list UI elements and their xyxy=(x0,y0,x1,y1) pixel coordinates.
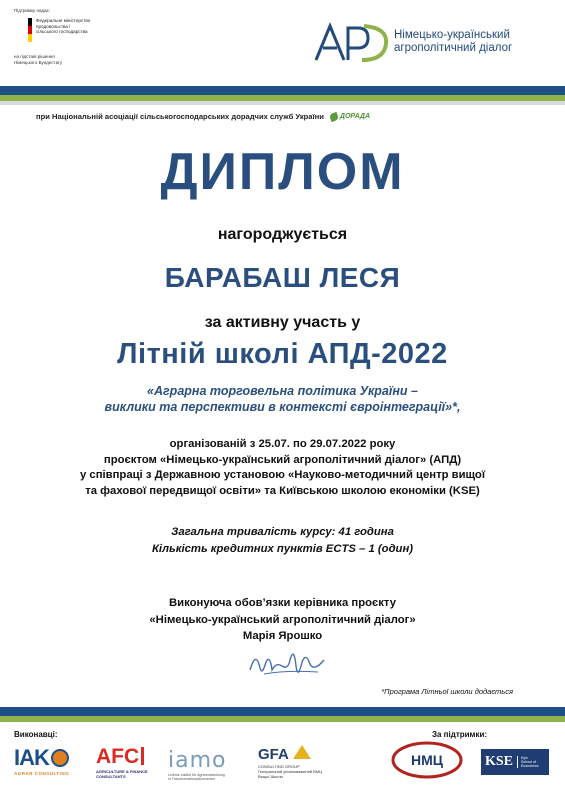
apd-tagline: Німецько-український агрополітичний діалог xyxy=(394,29,513,54)
gfa-logo: GFA CONSULTING GROUP Генеральний уповноважений ВМЦ Вищої Школи xyxy=(258,746,323,779)
ministry-logo xyxy=(14,18,124,42)
apd-mark-icon xyxy=(312,20,390,64)
handwritten-signature xyxy=(240,640,330,688)
course-topic: «Аграрна торговельна політика України – виклики та перспективи в контексті євроінтеграції»*, xyxy=(104,384,461,414)
bottom-stripes xyxy=(0,707,565,722)
awarded-text: нагороджується xyxy=(217,226,348,243)
apd-logo xyxy=(312,20,534,64)
iak-logo: IAK AGRAR CONSULTING xyxy=(14,745,70,776)
funder-decision: на підставі рішення Німецького Бундестагу xyxy=(14,54,62,65)
kse-logo: KSE Kyiv School of Economics xyxy=(481,749,549,775)
association-line: при Національній асоціації сільськогосподарських дорадчих служб України ДОРАДА xyxy=(36,112,371,121)
course-details: організованій з 25.07. по 29.07.2022 року проєктом «Німецько-український агрополітичний діалог» (АПД) у співпраці з Державною установою «Науково-методичний центр вищої та фахової передвищої освіти» та Київською школою економіки (KSE) xyxy=(80,438,485,497)
german-flag-icon xyxy=(28,18,32,42)
afc-logo: AFC AGRICULTURE & FINANCE CONSULTANTS xyxy=(96,745,148,779)
iamo-logo: iamo Leibniz-Institut für Agrarentwicklung in Transformationsökonomien xyxy=(168,748,227,782)
support-label: За підтримки: xyxy=(432,730,488,739)
recipient-name: БАРАБАШ ЛЕСЯ xyxy=(164,262,401,293)
funder-block xyxy=(14,8,124,65)
kse-subtitle: Kyiv School of Economics xyxy=(517,756,539,769)
dorada-leaf-icon xyxy=(329,111,339,121)
triangle-icon xyxy=(293,745,311,759)
dorada-logo: ДОРАДА xyxy=(339,113,371,120)
participation-text: за активну участь у xyxy=(204,314,361,331)
funder-supported-by: Підтримку надає: xyxy=(14,8,51,13)
top-stripes xyxy=(0,86,565,105)
footnote: *Програма Літньої школи додається xyxy=(381,687,513,696)
performers-label: Виконавці: xyxy=(14,730,58,739)
nmc-text: НМЦ xyxy=(411,752,443,768)
signer-block: Виконуюча обов’язки керівника проєкту «Німецько-український агрополітичний діалог» Марія Ярошко xyxy=(149,597,416,642)
school-name: Літній школі АПД-2022 xyxy=(117,338,448,370)
ministry-name: Федеральне міністерство продовольства і сільського господарства xyxy=(36,18,91,35)
diploma-title: ДИПЛОМ xyxy=(160,143,405,201)
course-duration: Загальна тривалість курсу: 41 година Кількість кредитних пунктів ECTS – 1 (один) xyxy=(151,526,414,555)
globe-icon xyxy=(51,749,69,767)
nmc-logo xyxy=(390,740,464,780)
